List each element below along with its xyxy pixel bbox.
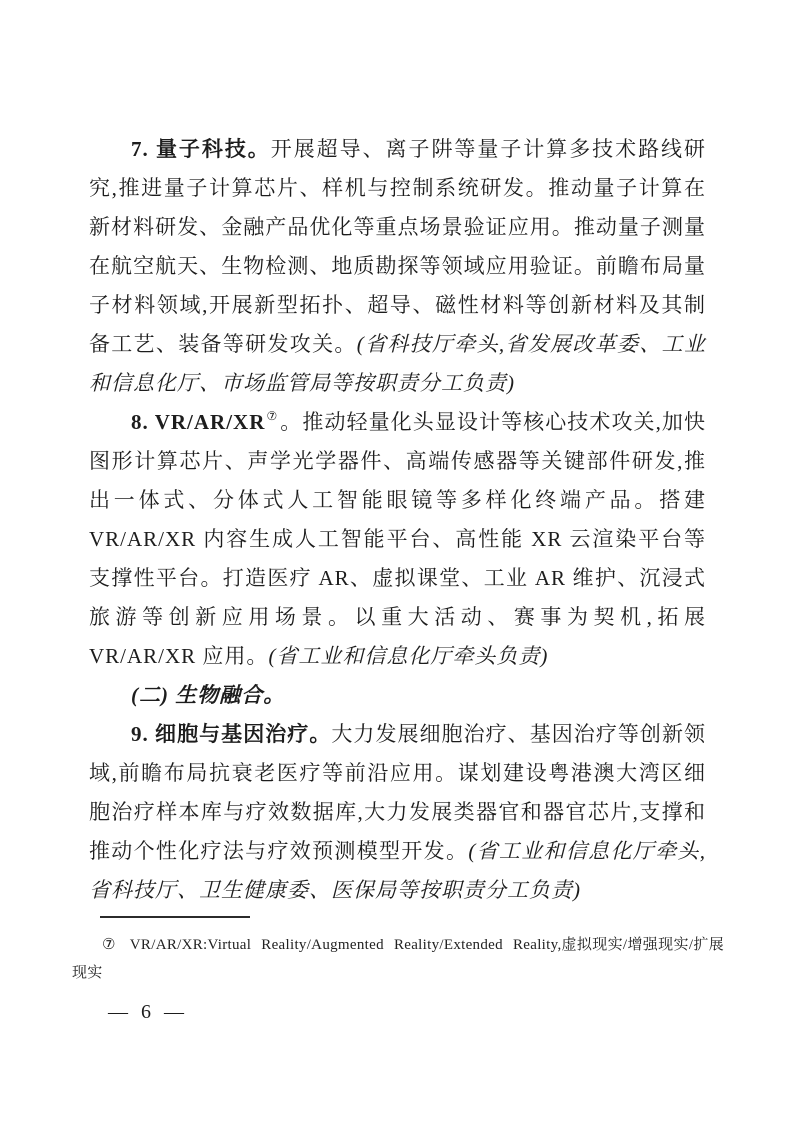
paragraph-cell-gene-therapy [89,715,706,910]
paragraph-9-heading: 9. 细胞与基因治疗。 [131,722,332,746]
footnote-area [72,916,724,987]
page-number: — 6 — [108,1001,185,1023]
paragraph-vr-ar-xr [89,403,706,676]
paragraph-8-heading: 8. VR/AR/XR [131,410,266,434]
paragraph-8-text: 。推动轻量化头显设计等核心技术攻关,加快图形计算芯片、声学光学器件、高端传感器等关键部件研发,推出一体式、分体式人工智能眼镜等多样化终端产品。搭建 VR/AR/XR 内容生成人工智能平台、高性能 XR 云渲染平台等支撑性平台。打造医疗 AR、虚拟课堂、工业 AR 维护、沉浸式旅游等创新应用场景。以重大活动、赛事为契机,拓展 VR/AR/XR 应用。 [89,410,707,668]
footnote-definition: VR/AR/XR:Virtual Reality/Augmented Reality/Extended Reality,虚拟现实/增强现实/扩展现实 [72,937,724,981]
paragraph-9-responsibility-note: (省工业和信息化厅牵头,省科技厅、卫生健康委、医保局等按职责分工负责) [89,839,706,902]
paragraph-8-responsibility-note: (省工业和信息化厅牵头负责) [268,644,549,668]
document-content [89,130,706,910]
paragraph-7-responsibility-note: (省科技厅牵头,省发展改革委、工业和信息化厅、市场监管局等按职责分工负责) [89,332,706,395]
section-heading-bio-fusion: (二) 生物融合。 [131,683,286,707]
paragraph-9-text: 大力发展细胞治疗、基因治疗等创新领域,前瞻布局抗衰老医疗等前沿应用。谋划建设粤港澳大湾区细胞治疗样本库与疗效数据库,大力发展类器官和器官芯片,支撑和推动个性化疗法与疗效预测模型开发。 [89,722,706,863]
footnote-text [72,931,724,987]
paragraph-7-text: 开展超导、离子阱等量子计算多技术路线研究,推进量子计算芯片、样机与控制系统研发。推动量子计算在新材料研发、金融产品优化等重点场景验证应用。推动量子测量在航空航天、生物检测、地质勘探等领域应用验证。前瞻布局量子材料领域,开展新型拓扑、超导、磁性材料等创新材料及其制备工艺、装备等研发攻关。 [89,137,706,356]
footnote-marker: ⑦ [102,937,116,953]
footnote-divider [100,916,250,918]
footnote-reference-7: ⑦ [266,409,278,423]
paragraph-7-heading: 7. 量子科技。 [131,137,271,161]
paragraph-quantum-tech [89,130,706,403]
